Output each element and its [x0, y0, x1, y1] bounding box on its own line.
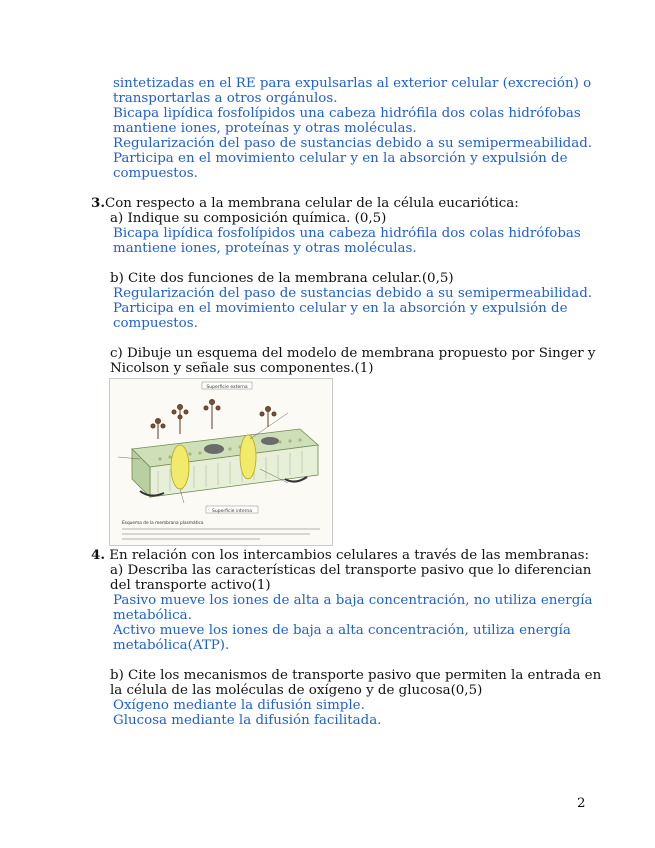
question-text: En relación con los intercambios celulares a través de las membranas:	[109, 548, 590, 563]
q3-a-prompt: a) Indique su composición química. (0,5)	[110, 211, 387, 226]
answer-line: Glucosa mediante la difusión facilitada.	[113, 713, 382, 728]
q4-b-prompt: b) Cite los mecanismos de transporte pasivo que permiten la entrada en	[110, 668, 602, 683]
answer-line: compuestos.	[113, 316, 198, 331]
answer-line: Oxígeno mediante la difusión simple.	[113, 698, 365, 713]
q4-a-prompt: a) Describa las características del transporte pasivo que lo diferencian	[110, 563, 592, 578]
q4-a-prompt: del transporte activo(1)	[110, 578, 271, 593]
answer-line: metabólica(ATP).	[113, 638, 230, 653]
q3-c-prompt: c) Dibuje un esquema del modelo de membrana propuesto por Singer y	[110, 346, 596, 361]
figure-bottom-label: Superficie interna	[212, 509, 252, 514]
page-number: 2	[577, 796, 586, 811]
answer-line: sintetizadas en el RE para expulsarlas al exterior celular (excreción) o	[113, 76, 592, 91]
figure-top-label: Superficie externa	[206, 385, 248, 390]
answer-line: transportarlas a otros orgánulos.	[113, 91, 338, 106]
question-number: 3.	[91, 195, 105, 211]
answer-line: mantiene iones, proteínas y otras moléculas.	[113, 241, 417, 256]
answer-line: Activo mueve los iones de baja a alta concentración, utiliza energía	[113, 623, 571, 638]
answer-line: Bicapa lipídica fosfolípidos una cabeza hidrófila dos colas hidrófobas	[113, 226, 581, 241]
answer-line: Regularización del paso de sustancias debido a su semipermeabilidad.	[113, 286, 593, 301]
membrane-illustration	[110, 379, 332, 545]
q4-b-prompt: la célula de las moléculas de oxígeno y de glucosa(0,5)	[110, 683, 483, 698]
question-4-heading	[91, 548, 589, 563]
answer-line: mantiene iones, proteínas y otras moléculas.	[113, 121, 417, 136]
membrane-diagram	[109, 378, 333, 546]
answer-line: Regularización del paso de sustancias debido a su semipermeabilidad.	[113, 136, 593, 151]
q3-c-prompt: Nicolson y señale sus componentes.(1)	[110, 361, 374, 376]
question-3-heading	[91, 196, 519, 211]
answer-line: compuestos.	[113, 166, 198, 181]
answer-line: Participa en el movimiento celular y en la absorción y expulsión de	[113, 301, 568, 316]
answer-line: Participa en el movimiento celular y en la absorción y expulsión de	[113, 151, 568, 166]
q3-b-prompt: b) Cite dos funciones de la membrana celular.(0,5)	[110, 271, 454, 286]
question-text: Con respecto a la membrana celular de la célula eucariótica:	[104, 196, 519, 211]
answer-line: metabólica.	[113, 608, 192, 623]
figure-caption: Esquema de la membrana plasmática	[122, 521, 204, 526]
answer-line: Pasivo mueve los iones de alta a baja concentración, no utiliza energía	[113, 593, 593, 608]
answer-line: Bicapa lipídica fosfolípidos una cabeza hidrófila dos colas hidrófobas	[113, 106, 581, 121]
question-number: 4.	[91, 547, 105, 563]
